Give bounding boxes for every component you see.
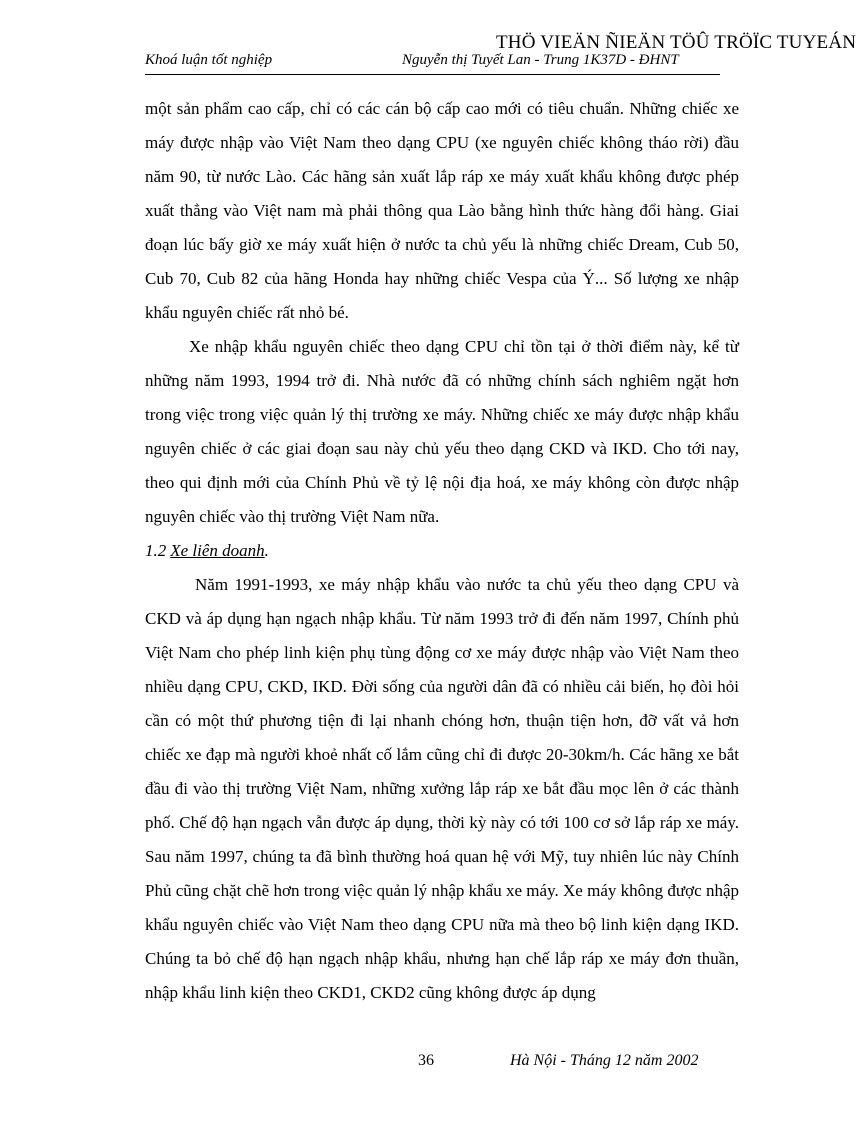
paragraph-1: một sản phẩm cao cấp, chỉ có các cán bộ cấp cao mới có tiêu chuẩn. Những chiếc xe máy được nhập vào Việt Nam theo dạng CPU (xe nguyên chiếc không tháo rời) đầu năm 90, từ nước Lào. Các hãng sản xuất lắp ráp xe máy xuất khẩu không được phép xuất thẳng vào Việt nam mà phải thông qua Lào bằng hình thức hàng đổi hàng. Giai đoạn lúc bấy giờ xe máy xuất hiện ở nước ta chủ yếu là những chiếc Dream, Cub 50, Cub 70, Cub 82 của hãng Honda hay những chiếc Vespa của Ý... Số lượng xe nhập khẩu nguyên chiếc rất nhỏ bé. xyxy=(145,99,739,322)
paragraph-3: Năm 1991-1993, xe máy nhập khẩu vào nước ta chủ yếu theo dạng CPU và CKD và áp dụng hạn ngạch nhập khẩu. Từ năm 1993 trở đi đến năm 1997, Chính phủ Việt Nam cho phép linh kiện phụ tùng động cơ xe máy được nhập vào Việt Nam theo nhiều dạng CPU, CKD, IKD. Đời sống của người dân đã có nhiều cải biến, họ đòi hỏi cần có một thứ phương tiện đi lại nhanh chóng hơn, thuận tiện hơn, đỡ vất vả hơn chiếc xe đạp mà người khoẻ nhất cố lắm cũng chỉ đi được 20-30km/h. Các hãng xe bắt đầu đi vào thị trường Việt Nam, những xưởng lắp ráp xe bắt đầu mọc lên ở các thành phố. Chế độ hạn ngạch vẫn được áp dụng, thời kỳ này có tới 100 cơ sở lắp ráp xe máy. Sau năm 1997, chúng ta đã bình thường hoá quan hệ với Mỹ, tuy nhiên lúc này Chính Phủ cũng chặt chẽ hơn trong việc quản lý nhập khẩu xe máy. Xe máy không được nhập khẩu nguyên chiếc vào Việt Nam theo dạng CPU nữa mà theo bộ linh kiện dạng IKD. Chúng ta bỏ chế độ hạn ngạch nhập khẩu, nhưng hạn chế lắp ráp xe máy đơn thuần, nhập khẩu linh kiện theo CKD1, CKD2 cũng không được áp dụng xyxy=(145,575,739,1002)
section-period: . xyxy=(264,541,269,560)
header-divider xyxy=(145,74,720,75)
footer-place-date: Hà Nội - Tháng 12 năm 2002 xyxy=(510,1052,699,1069)
page-number: 36 xyxy=(418,1052,434,1069)
watermark-text: THÖ VIEÄN ÑIEÄN TÖÛ TRÖÏC TUYEÁN xyxy=(496,32,856,53)
header-thesis-label: Khoá luận tốt nghiệp xyxy=(145,52,273,68)
header-author: Nguyễn thị Tuyết Lan - Trung 1K37D - ĐHNT xyxy=(402,52,679,68)
paragraph-2: Xe nhập khẩu nguyên chiếc theo dạng CPU chỉ tồn tại ở thời điểm này, kể từ những năm 1993, 1994 trở đi. Nhà nước đã có những chính sách nghiêm ngặt hơn trong việc trong việc quản lý thị trường xe máy. Những chiếc xe máy được nhập khẩu nguyên chiếc ở các giai đoạn sau này chủ yếu theo dạng CKD và IKD. Cho tới nay, theo qui định mới của Chính Phủ về tỷ lệ nội địa hoá, xe máy không còn được nhập nguyên chiếc vào thị trường Việt Nam nữa. xyxy=(145,337,739,526)
section-number: 1.2 xyxy=(145,541,167,560)
document-body xyxy=(145,92,739,1010)
section-heading xyxy=(145,534,739,568)
section-title: Xe liên doanh xyxy=(170,541,265,560)
